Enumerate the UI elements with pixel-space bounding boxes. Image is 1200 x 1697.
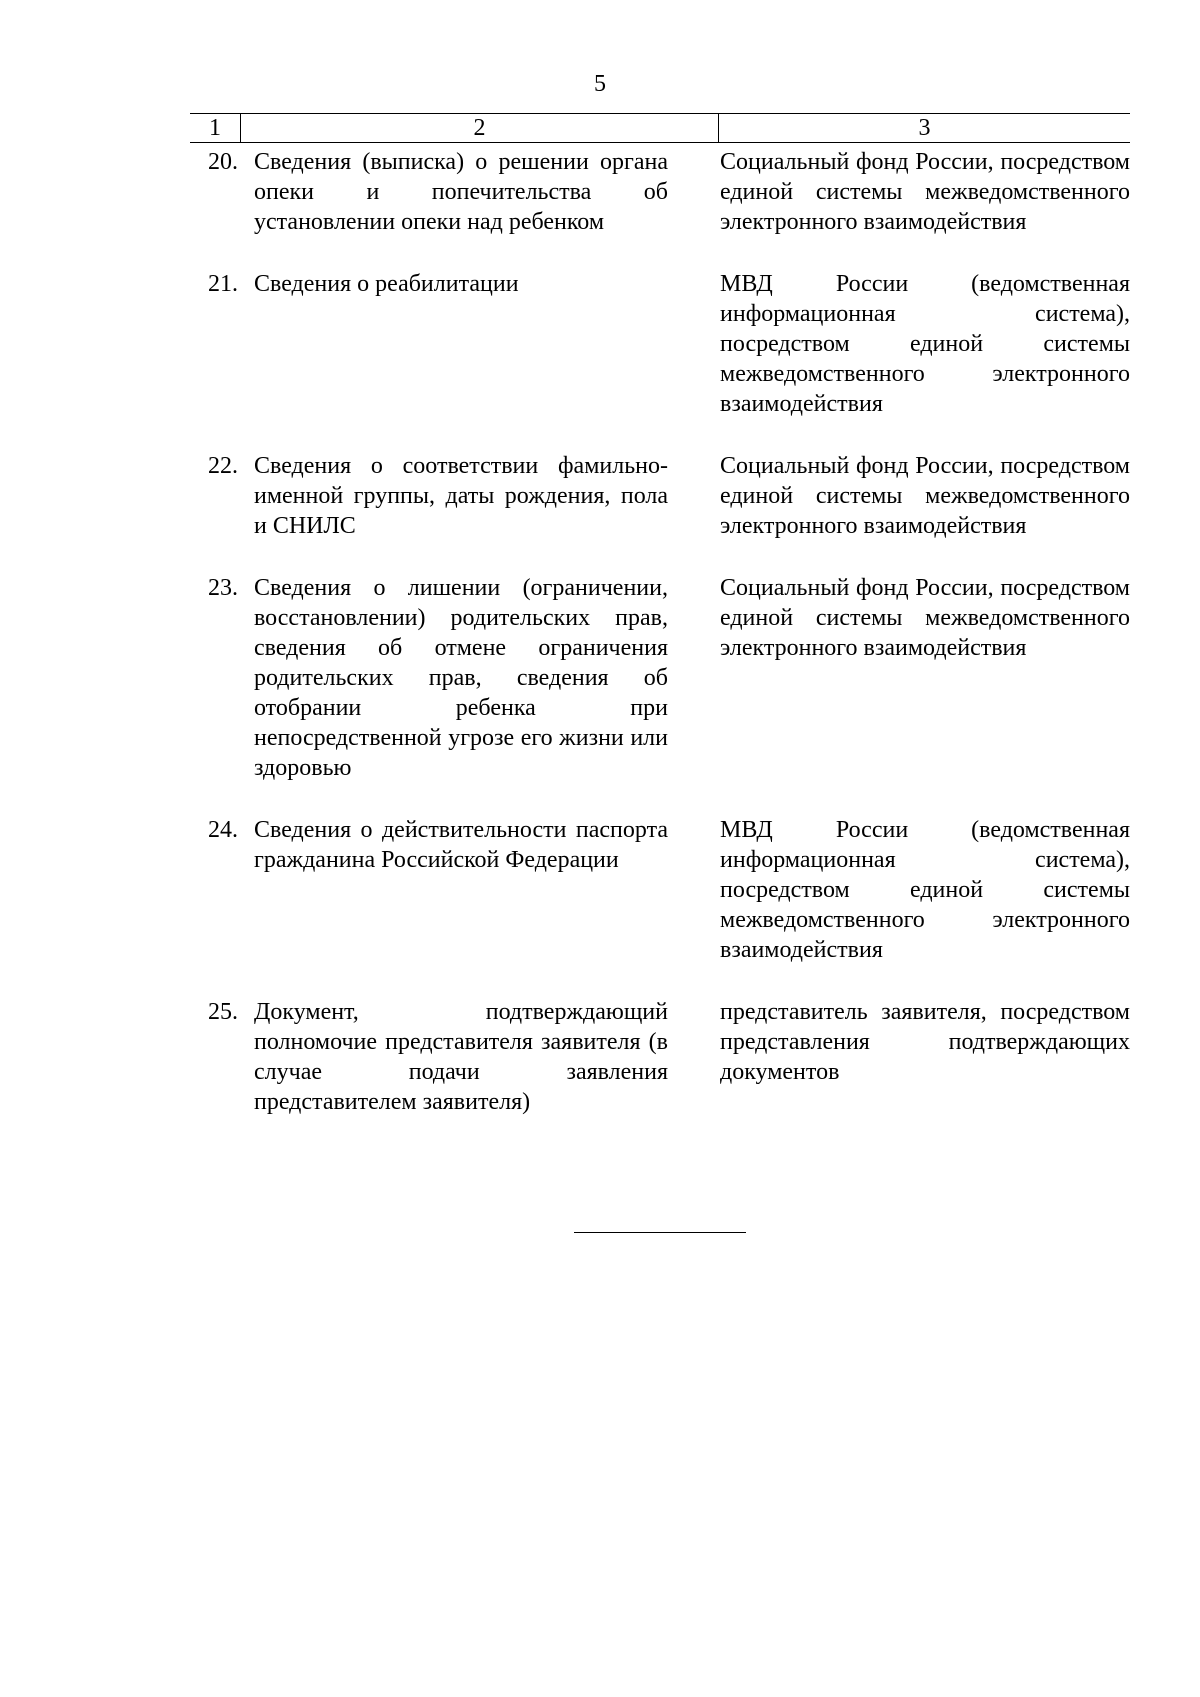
row-number: 23. [208,575,238,601]
row-source: представитель заявителя, посредством представления подтверждающих документов [720,999,1130,1085]
row-number: 24. [208,817,238,843]
row-description: Сведения о реабилитации [254,271,519,297]
table-row [190,451,1130,541]
documents-table [190,113,1130,1117]
table-row [190,815,1130,965]
row-number: 25. [208,999,238,1025]
row-number: 20. [208,149,238,175]
row-source: Социальный фонд России, посредством единой системы межведомственного электронного взаимодействия [720,149,1130,235]
row-number: 22. [208,453,238,479]
table-row [190,997,1130,1117]
table-header [190,113,1130,143]
table-row [190,269,1130,419]
table-row [190,573,1130,783]
row-description: Сведения о лишении (ограничении, восстановлении) родительских прав, сведения об отмене ограничения родительских прав, сведения об отобрании ребенка при непосредственной угрозе его жизни или здоровью [254,575,668,781]
header-col-1: 1 [209,115,221,141]
row-description: Сведения (выписка) о решении органа опеки и попечительства об установлении опеки над ребенком [254,149,668,235]
header-col-2: 2 [240,114,718,142]
end-divider [574,1232,746,1233]
header-col-3: 3 [718,114,1130,142]
row-source: Социальный фонд России, посредством единой системы межведомственного электронного взаимодействия [720,453,1130,539]
table-row [190,147,1130,237]
row-source: МВД России (ведомственная информационная система), посредством единой системы межведомственного электронного взаимодействия [720,817,1130,963]
row-description: Документ, подтверждающий полномочие представителя заявителя (в случае подачи заявления представителем заявителя) [254,999,668,1115]
row-number: 21. [208,271,238,297]
row-description: Сведения о действительности паспорта гражданина Российской Федерации [254,817,668,873]
row-description: Сведения о соответствии фамильно-именной группы, даты рождения, пола и СНИЛС [254,453,668,539]
row-source: МВД России (ведомственная информационная система), посредством единой системы межведомственного электронного взаимодействия [720,271,1130,417]
row-source: Социальный фонд России, посредством единой системы межведомственного электронного взаимодействия [720,575,1130,661]
page-number: 5 [594,71,606,97]
